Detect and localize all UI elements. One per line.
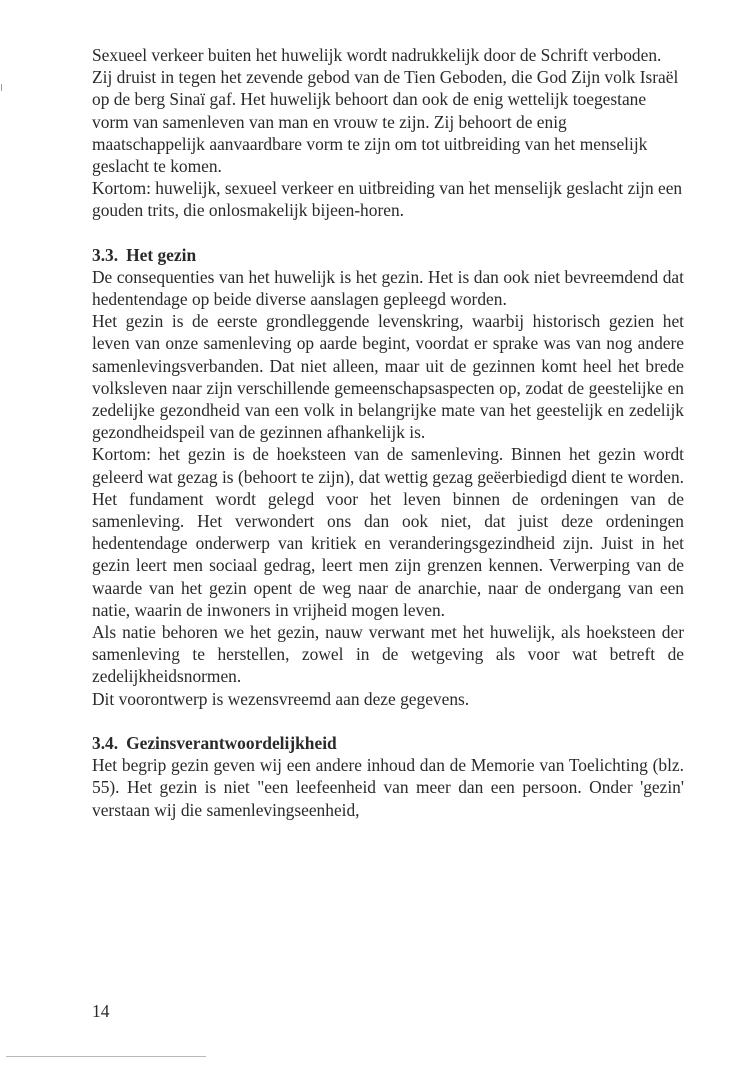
section-title: Gezinsverantwoordelijkheid (126, 732, 337, 753)
section-title: Het gezin (126, 244, 197, 265)
section-heading-3-3 (92, 222, 684, 266)
page-body (92, 44, 684, 821)
paragraph: Dit voorontwerp is wezensvreemd aan deze gegevens. (92, 688, 470, 709)
scan-mark (1, 84, 2, 91)
bottom-rule (6, 1056, 206, 1057)
paragraph: Kortom: huwelijk, sexueel verkeer en uitbreiding van het menselijk geslacht zijn een gouden trits, die onlosmakelijk bijeen-horen. (92, 178, 683, 221)
paragraph: Kortom: het gezin is de hoeksteen van de samenleving. Binnen het gezin wordt geleerd wat gezag is (behoort te zijn), dat wettig gezag geëerbiedigd dient te worden. Het fundament wordt gelegd voor het leven binnen de ordeningen van de samenleving. Het verwondert ons dan ook niet, dat juist deze ordeningen hedentendage onderwerp van kritiek en veranderingsgezindheid zijn. Juist in het gezin leert men sociaal gedrag, leert men zijn grenzen kennen. Verwerping van de waarde van het gezin opent de weg naar de anarchie, naar de ondergang van een natie, waarin de inwoners in vrijheid mogen leven. (92, 444, 684, 620)
section-number: 3.4. (92, 732, 119, 753)
section-heading-3-4 (92, 710, 684, 754)
paragraph: Als natie behoren we het gezin, nauw verwant met het huwelijk, als hoeksteen der samenleving te herstellen, zowel in de wetgeving als voor wat betreft de zedelijkheidsnormen. (92, 622, 684, 687)
paragraph: Het begrip gezin geven wij een andere inhoud dan de Memorie van Toelichting (blz. 55). Het gezin is niet "een leefeenheid van meer dan een persoon. Onder 'gezin' verstaan wij die samenlevingseenheid, (92, 755, 684, 820)
paragraph: De consequenties van het huwelijk is het gezin. Het is dan ook niet bevreemdend dat hedentendage op beide diverse aanslagen gepleegd worden. (92, 266, 684, 310)
section-number: 3.3. (92, 244, 119, 265)
paragraph: Sexueel verkeer buiten het huwelijk wordt nadrukkelijk door de Schrift verboden. Zij druist in tegen het zevende gebod van de Tien Geboden, die God Zijn volk Israël op de berg Sinaï gaf. Het huwelijk behoort dan ook de enig wettelijk toegestane vorm van samenleven van man en vrouw te zijn. Zij behoort de enig maatschappelijk aanvaardbare vorm te zijn om tot uitbreiding van het menselijk geslacht te komen. (92, 45, 679, 177)
paragraph: Het gezin is de eerste grondleggende levenskring, waarbij historisch gezien het leven van onze samenleving op aarde begint, voordat er sprake was van nog andere samenlevingsverbanden. Dat niet alleen, maar uit de gezinnen komt heel het brede volksleven naar zijn verschillende gemeenschapsaspecten op, zodat de geestelijke en zedelijke gezondheid van een volk in belangrijke mate van het geestelijk en zedelijk gezondheidspeil van de gezinnen afhankelijk is. (92, 311, 684, 443)
page-number: 14 (92, 1001, 110, 1021)
